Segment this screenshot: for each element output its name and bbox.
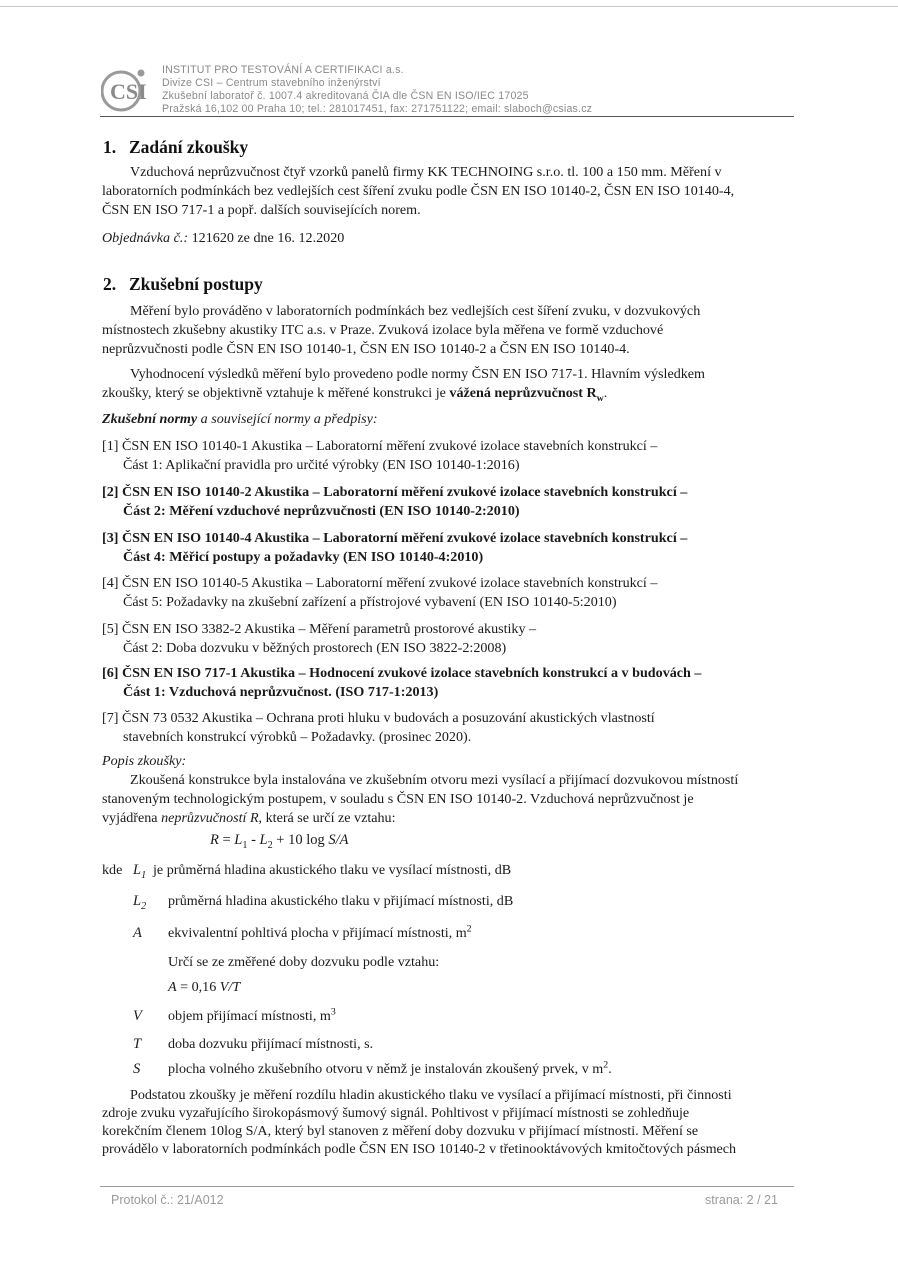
superscript: 2	[466, 923, 472, 935]
variable-description: průměrná hladina akustického tlaku v přijímací místnosti, dB	[168, 893, 514, 909]
text-run: vážená neprůzvučnost R	[449, 385, 597, 401]
norm-line: [4] ČSN EN ISO 10140-5 Akustika – Laboratorní měření zvukové izolace stavebních konstrukcí –	[102, 575, 658, 591]
norm-item-2	[102, 483, 687, 521]
logo-text: CSI	[110, 79, 147, 104]
section-2-heading	[103, 274, 263, 295]
norm-item-5	[102, 620, 536, 658]
norm-item-1	[102, 437, 657, 475]
variable-description	[168, 925, 472, 942]
paragraph-line: provádělo v laboratorních podmínkách podle ČSN EN ISO 10140-2 v třetinooktávových kmitočtových pásmech	[102, 1141, 737, 1157]
text-run: neprůzvučností R,	[161, 810, 263, 826]
norm-item-7	[102, 709, 655, 747]
norm-line: Část 5: Požadavky na zkušební zařízení a přístrojové vybavení (EN ISO 10140-5:2010)	[123, 594, 617, 610]
section-1-number: 1.	[103, 137, 117, 157]
institute-accreditation: Zkušební laboratoř č. 1007.4 akreditovaná ČIA dle ČSN EN ISO/IEC 17025	[162, 90, 529, 102]
page-top-edge	[0, 6, 898, 7]
variable-description	[168, 1008, 336, 1025]
formula-part: 2	[267, 839, 273, 851]
page-number: strana: 2 / 21	[705, 1193, 778, 1207]
text-run: L	[133, 893, 142, 909]
superscript: 3	[330, 1006, 336, 1018]
norm-line: [2] ČSN EN ISO 10140-2 Akustika – Laboratorní měření zvukové izolace stavebních konstrukcí –	[102, 484, 688, 500]
paragraph-line	[102, 384, 794, 403]
text-run: L	[133, 862, 142, 878]
norm-item-4	[102, 574, 657, 612]
header-divider	[100, 116, 794, 117]
csi-logo	[101, 66, 149, 112]
norm-item-6	[102, 664, 701, 702]
variable-description	[168, 979, 240, 996]
order-label: Objednávka č.:	[102, 230, 189, 246]
text-run: .	[603, 385, 608, 401]
norm-line: [7] ČSN 73 0532 Akustika – Ochrana proti hluku v budovách a posuzování akustických vlastností	[102, 710, 655, 726]
subscript: 1	[141, 869, 147, 881]
norm-item-3	[102, 529, 687, 567]
formula-part: L	[259, 832, 268, 848]
variable-symbol: S	[133, 1061, 141, 1077]
footer-divider	[100, 1186, 794, 1187]
paragraph-line: Podstatou zkoušky je měření rozdílu hladin akustického tlaku ve vysílací a přijímací místnosti, při činnosti	[130, 1087, 732, 1103]
paragraph-line: neprůzvučnosti podle ČSN EN ISO 10140-1, ČSN EN ISO 10140-2 a ČSN EN ISO 10140-4.	[102, 341, 630, 357]
kde-label: kde	[102, 862, 123, 878]
section-2-paragraph-2	[102, 365, 794, 403]
norm-line: Část 2: Doba dozvuku v běžných prostorech (EN ISO 3822-2:2008)	[123, 640, 507, 656]
variable-description: doba dozvuku přijímací místnosti, s.	[168, 1036, 374, 1052]
formula-part: 1	[242, 839, 248, 851]
formula-part: R	[210, 832, 219, 848]
formula-part: =	[218, 832, 235, 848]
protocol-number: Protokol č.: 21/A012	[111, 1193, 224, 1207]
norms-heading	[102, 410, 794, 429]
norm-line: [5] ČSN EN ISO 3382-2 Akustika – Měření parametrů prostorové akustiky –	[102, 621, 537, 637]
paragraph-line: korekčním členem 10log S/A, který byl stanoven z měření doby dozvuku v přijímací místnosti. Měření se	[102, 1123, 699, 1139]
text-run: plocha volného zkušebního otvoru v němž je instalován zkoušený prvek, v m	[168, 1061, 604, 1077]
variable-symbol: A	[133, 925, 142, 941]
formula-part: S/A	[328, 832, 349, 848]
subscript: 2	[141, 900, 147, 912]
norm-line: Část 1: Vzduchová neprůzvučnost. (ISO 717-1:2013)	[123, 684, 439, 700]
formula-part: -	[247, 832, 260, 848]
text-run: objem přijímací místnosti, m	[168, 1008, 331, 1024]
norm-line: Část 2: Měření vzduchové neprůzvučnosti (EN ISO 10140-2:2010)	[123, 503, 520, 519]
section-2-paragraph-1	[102, 302, 794, 359]
paragraph-line: Vyhodnocení výsledků měření bylo provedeno podle normy ČSN EN ISO 717-1. Hlavním výsledkem	[130, 366, 706, 382]
paragraph-line: Měření bylo prováděno v laboratorních podmínkách bez vedlejších cest šíření zvuku, v dozvukových	[130, 303, 701, 319]
variable-symbol: T	[133, 1036, 142, 1052]
institute-contact: Pražská 16,102 00 Praha 10; tel.: 281017451, fax: 271751122; email: slaboch@csias.cz	[162, 103, 593, 115]
norm-line: [6] ČSN EN ISO 717-1 Akustika – Hodnocení zvukové izolace stavebních konstrukcí a v budovách –	[102, 665, 702, 681]
paragraph-line	[102, 809, 794, 828]
variable-description: je průměrná hladina akustického tlaku ve vysílací místnosti, dB	[153, 862, 512, 878]
paragraph-line: zdroje zvuku vyzařujícího širokopásmový šumový signál. Pohltivost v přijímací místnosti se zohledňuje	[102, 1105, 690, 1121]
paragraph-line: stanoveným technologickým postupem, v souladu s ČSN EN ISO 10140-2. Vzduchová neprůzvučnost je	[102, 791, 694, 807]
section-2-title: Zkušební postupy	[129, 274, 263, 294]
institute-header	[162, 64, 592, 116]
institute-name: INSTITUT PRO TESTOVÁNÍ A CERTIFIKACI a.s.	[162, 64, 404, 76]
section-1-heading	[103, 137, 248, 158]
paragraph-line: Vzduchová neprůzvučnost čtyř vzorků panelů firmy KK TECHNOING s.r.o. tl. 100 a 150 mm. Měření v	[130, 164, 722, 180]
variable-symbol: V	[133, 1008, 142, 1024]
test-description	[102, 752, 794, 828]
subscript: w	[596, 392, 604, 404]
order-value: 121620 ze dne 16. 12.2020	[191, 230, 345, 246]
order-line	[102, 229, 794, 248]
variable-symbol	[133, 893, 146, 910]
section-2-number: 2.	[103, 274, 117, 294]
variable-symbol	[133, 862, 146, 879]
text-run: A	[168, 979, 177, 995]
text-run: = 0,16	[176, 979, 220, 995]
variable-description	[168, 1061, 612, 1078]
test-description-label: Popis zkoušky:	[102, 753, 187, 769]
text-run: zkoušky, který se objektivně vztahuje k měřené konstrukci je	[102, 385, 450, 401]
text-run: .	[608, 1061, 612, 1077]
measurement-principle-paragraph	[102, 1086, 794, 1158]
text-run: V/T	[219, 979, 241, 995]
paragraph-line: místnostech zkušebny akustiky ITC a.s. v Praze. Zvuková izolace byla měřena ve formě vzduchové	[102, 322, 664, 338]
text-run: která se určí ze vztahu:	[262, 810, 396, 826]
text-run: ekvivalentní pohltivá plocha v přijímací místnosti, m	[168, 925, 467, 941]
institute-division: Divize CSI – Centrum stavebního inženýrství	[162, 77, 381, 89]
norm-line: Část 4: Měřicí postupy a požadavky (EN ISO 10140-4:2010)	[123, 549, 484, 565]
section-1-title: Zadání zkoušky	[129, 137, 249, 157]
norm-line: Část 1: Aplikační pravidla pro určité výrobky (EN ISO 10140-1:2016)	[123, 457, 520, 473]
variable-description: Určí se ze změřené doby dozvuku podle vztahu:	[168, 954, 440, 970]
paragraph-line: laboratorních podmínkách bez vedlejších cest šíření zvuku podle ČSN EN ISO 10140-2, ČSN EN ISO 10140-4,	[102, 183, 735, 199]
sound-reduction-formula	[210, 832, 349, 849]
superscript: 2	[603, 1059, 609, 1071]
text-run: vyjádřena	[102, 810, 162, 826]
formula-part: L	[234, 832, 243, 848]
weighted-sound-reduction-term	[449, 385, 604, 404]
norm-line: [1] ČSN EN ISO 10140-1 Akustika – Laboratorní měření zvukové izolace stavebních konstrukcí –	[102, 438, 658, 454]
formula-part: + 10 log	[272, 832, 329, 848]
paragraph-line: ČSN EN ISO 717-1 a popř. dalších souvisejících norem.	[102, 202, 421, 218]
norm-line: [3] ČSN EN ISO 10140-4 Akustika – Laboratorní měření zvukové izolace stavebních konstrukcí –	[102, 530, 688, 546]
norms-heading-rest: a související normy a předpisy:	[197, 411, 378, 427]
paragraph-line: Zkoušená konstrukce byla instalována ve zkušebním otvoru mezi vysílací a přijímací dozvukovou místností	[130, 772, 739, 788]
norm-line: stavebních konstrukcí výrobků – Požadavky. (prosinec 2020).	[123, 729, 472, 745]
norms-heading-bold: Zkušební normy	[102, 411, 198, 427]
section-1-paragraph	[102, 163, 794, 220]
